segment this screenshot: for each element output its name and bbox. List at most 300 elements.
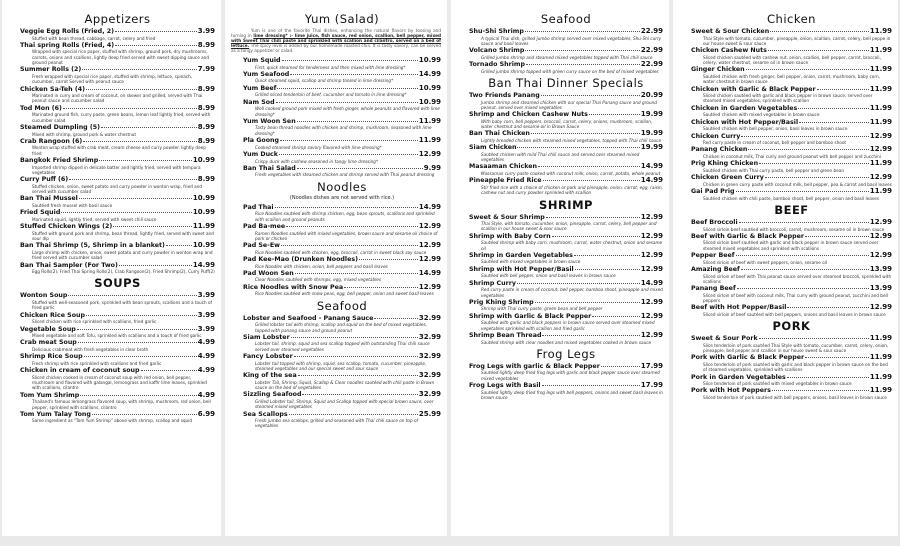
menu-item-row [20,392,215,400]
menu-item-name: Yum Woon Sen [243,117,296,125]
menu-item-price: 8.99 [197,122,215,131]
menu-item [20,339,215,352]
menu-item-row [243,391,441,399]
menu-item [469,299,663,312]
menu-item [469,28,663,46]
menu-item-name: Chicken Curry [691,132,741,140]
menu-item [469,177,663,195]
menu-item-description: Sliced tenderloin of pork sautéed with bell peppers, onions, basil leaves in brown sauce [703,395,887,401]
intro-text: Yum is one of the favorite Thai dishes, enhancing the natural flavors by tossing and turning in [231,28,441,38]
dot-leader [552,236,640,237]
menu-item-price: 10.99 [418,97,441,106]
menu-item-description: Large shrimp with chicken, onion, sweet potato and curry powder in wonton wrap and fried served with cucumber salad [32,249,213,261]
menu-item-row [691,105,892,113]
menu-item-row [691,174,892,182]
dot-leader [746,69,869,70]
menu-item-price: 12.99 [869,131,892,140]
menu-item [469,313,663,331]
dot-leader [69,179,197,180]
dot-leader [101,127,197,128]
dot-leader [291,337,418,338]
dot-leader [799,122,869,123]
menu-item [243,242,441,255]
menu-item-name: Steamed Dumpling (5) [20,123,101,131]
menu-panel-4 [673,0,898,536]
menu-column [231,10,441,430]
menu-item-description: Grilled jumbo shrimp and steamed mixed vegetables topped with Thai chili sauce [481,54,653,60]
dot-leader [289,414,418,415]
menu-item-description: Sautéed chicken with mixed vegetables in brown sauce [703,112,820,118]
menu-item-name: Yum Squid [243,57,281,64]
dot-leader [543,180,640,181]
dot-leader [748,149,868,150]
menu-item-name: Beef with Hot Pepper/Basil [691,304,787,312]
menu-item-name: Shrimp and Chicken Cashew Nuts [469,111,588,119]
menu-item-row [20,326,215,334]
menu-item-price: 32.99 [418,371,441,380]
menu-item-row [691,252,892,260]
menu-item-row [20,367,215,375]
menu-item-row [243,242,441,250]
menu-item-price: 7.99 [197,65,215,74]
menu-item-price: 12.99 [869,303,892,312]
menu-item-row [243,57,441,65]
menu-item-name: Wonton Soup [20,292,68,300]
menu-item-description: Mixed with shrimp, ground pork & water chestnut [32,131,137,137]
menu-item-name: Shrimp with Baby Corn [469,232,551,240]
menu-item-name: Chicken Cashew Nuts [691,47,767,55]
menu-item-price: 19.99 [640,129,663,138]
menu-item [20,138,215,156]
menu-item-description: Thailand's famous lemongrass flavored soup, with shrimp, mushroom, red onion, bell pepper, sprinkled with scallions, cilantro [32,399,211,410]
menu-item-price: 10.99 [192,241,215,250]
dot-leader [374,318,417,319]
menu-item [20,242,215,260]
dot-leader [68,295,196,296]
menu-item-price: 19.99 [640,110,663,119]
menu-item-name: Chicken in Garden Vegetables [691,104,798,112]
menu-item-price: 11.99 [869,334,892,343]
dot-leader [84,356,197,357]
menu-item-name: Siam Chicken [469,144,517,152]
menu-item-description: Red curry paste in cream of coconut, bell pepper, bamboo shoot, pineapple and mixed vegetables [481,287,663,298]
menu-panel-1 [2,0,221,536]
menu-item-description: Crispy duck with cashew seasoned in tangy lime dressing* [255,158,379,164]
menu-item-description: Marinated ground fish, curry paste, green beans, lemon leaf lightly fried, served with cucumber salad [32,112,211,123]
section-title: Chicken [767,12,816,26]
menu-item-name: Pad Kee-Mao (Drunken Noodles) [243,255,358,263]
menu-item-name: Shrimp with Garlic & Black Pepper [469,312,592,320]
menu-item-price: 8.99 [197,103,215,112]
dot-leader [359,259,418,260]
menu-item [243,204,441,222]
menu-item-row [243,71,441,79]
menu-item [20,86,215,104]
dot-leader [61,212,192,213]
menu-item-description: Ramen Noodles sautéed with mixed vegetables, brown sauce and sesame oil choice of pork or chicken [255,230,438,241]
menu-item-description: Sautéed with garlic and black peppers in brown sauce served over steamed mixed vegetables sprinkled with scallion and fried garlic [481,320,655,331]
dot-leader [739,222,869,223]
menu-item-price: 11.99 [869,27,892,35]
menu-item-name: Fancy Lobster [243,353,293,361]
dot-leader [759,338,869,339]
menu-item-price: 22.99 [640,46,663,55]
menu-item-description: Sliced sirloin of beef with sweet peppers, onion, sesame oil [703,259,828,265]
dot-leader [282,60,418,61]
section-title: Appetizers [84,12,151,26]
menu-item-price: 6.99 [197,409,215,418]
menu-item-row [691,133,892,141]
menu-item-name: Pad Thai [243,203,274,211]
menu-item-description: Lobster tail, shrimp, squid and sea scallop topped with outstanding Thai chili sauce served over steamed vegetables [255,341,430,352]
dot-leader [592,316,640,317]
dot-leader [787,377,869,378]
menu-item [20,157,215,175]
menu-item [243,256,441,269]
menu-item-row [469,313,663,321]
dot-leader [276,102,418,103]
dot-leader [79,198,192,199]
menu-item-price: 12.99 [869,231,892,240]
menu-item [691,47,892,65]
menu-item-price: 19.99 [640,143,663,152]
menu-item-description: Sautéed chicken with bell pepper, onion, basil leaves in brown sauce [703,126,848,132]
menu-item-price: 13.99 [869,264,892,273]
menu-item [20,262,215,275]
menu-item-name: Pepper Beef [691,252,735,260]
dot-leader [574,255,640,256]
menu-item-name: Ban Thai Chicken [469,130,530,138]
menu-item [20,42,215,65]
menu-item [469,130,663,143]
menu-item-name: Chicken with Garlic & Black Pepper [691,85,816,93]
menu-item-row [691,47,892,55]
menu-item-price: 3.99 [197,291,215,300]
menu-item [469,92,663,110]
menu-item [691,252,892,265]
section-title: SOUPS [94,276,141,291]
menu-item-price: 10.99 [192,194,215,203]
menu-item [20,195,215,208]
menu-item-name: Sweet & Sour Chicken [691,28,770,35]
menu-item-price: 9.99 [423,163,441,172]
menu-item-row [691,266,892,274]
menu-item-description: Cooked steamed shrimp savory flavored with lime dressing* [255,144,382,150]
menu-item-name: Tod Mon (6) [20,104,62,112]
menu-item [20,392,215,410]
menu-item-row [469,130,663,138]
menu-item-name: Frog Legs with Basil [469,382,541,389]
menu-item-price: 11.99 [869,353,892,362]
menu-item-price: 4.99 [197,366,215,375]
menu-item-price: 22.99 [640,27,663,35]
menu-item-name: Pla Goong [243,137,280,145]
menu-item-name: Tornado Shrimp [469,61,525,69]
menu-item-row [469,61,663,69]
section-title: Seafood [540,12,592,26]
menu-item-price: 12.99 [640,264,663,273]
menu-item-price: 11.99 [869,386,892,395]
menu-item-description: Sautéed chicken with mild Thai chili sauce and served over steamed mixed vegetables [481,151,640,163]
menu-item-price: 3.99 [197,324,215,333]
menu-item-row [691,233,892,241]
menu-item [691,160,892,173]
menu-item [469,61,663,74]
dot-leader [765,177,869,178]
menu-item-description: Stuffed chicken, onion, sweet potato and curry powder in wonton wrap, fried and served with cucumber salad [32,183,203,195]
intro-text: The spicy level is added by our homemade roasted chili. It is tasty savory, can be served as a tangy appetizer or salad. [231,43,441,53]
menu-item-row [20,223,215,231]
menu-item-name: Sweet & Sour Shrimp [469,213,545,221]
dot-leader [525,50,639,51]
menu-item-description: Sautéed chicken with chili paste, bamboo shoot, bell pepper, onion and basil leaves [703,195,880,201]
dot-leader [805,357,869,358]
menu-item-description: Grilled sliced tenderloin of beef, cucumber and tomato in lime dressing* [255,92,407,98]
menu-item-name: Ban Thai Sampler (For Two) [20,261,118,269]
menu-item [20,292,215,310]
menu-item-description: Same ingredient as "Tom Yum Shrimp" above with shrimp, scallop and squid [32,418,193,424]
menu-item-row [469,163,663,171]
menu-item [20,326,215,339]
menu-item-row [469,280,663,288]
menu-item [243,57,441,70]
dot-leader [538,166,640,167]
menu-item-price: 14.99 [418,69,441,78]
section-title: Ban Thai Dinner Specials [488,75,644,90]
dot-leader [526,64,640,65]
menu-item [469,280,663,298]
menu-item-name: Pork with Garlic & Black Pepper [691,354,805,362]
menu-item [243,223,441,241]
dot-leader [277,88,417,89]
menu-item-price: 11.99 [869,117,892,126]
menu-item [243,71,441,84]
dot-leader [298,375,418,376]
menu-column [20,10,215,425]
menu-item-price: 8.99 [197,175,215,184]
menu-item-description: Jumbo shrimp and steamed chicken with our special Thai Panang sauce and ground peanut, served over mixed vegetables [481,99,657,110]
menu-item-row [20,312,215,320]
menu-item-description: Quick steamed squid, scallop and shrimp tossed in lime dressing* [255,78,394,84]
menu-item-description: Tasty bean thread noodles with chicken and shrimp, mushroom, seasoned with lime dressing* [255,125,432,136]
menu-item-row [469,363,663,371]
menu-item-price: 32.99 [418,390,441,399]
menu-item-row [469,382,663,390]
menu-item [243,85,441,98]
menu-item-row [20,339,215,347]
menu-item-price: 12.99 [418,282,441,291]
menu-item-name: Fried Squid [20,209,61,217]
menu-item-row [691,188,892,196]
menu-item-description: Egg Rolls(2), Fried Thai Spring Rolls(2), Crab Rangoon(2), Fried Shrimp(2), Curry Puff(2) [32,269,215,275]
menu-item-price: 10.99 [418,56,441,64]
menu-item-name: Chicken Rice Soup [20,311,86,319]
dot-leader [83,141,196,142]
menu-item [20,223,215,241]
menu-item-price: 4.99 [197,352,215,361]
dot-leader [294,356,418,357]
menu-item-price: 11.99 [869,372,892,381]
menu-item-price: 11.99 [418,136,441,145]
menu-item-row [243,85,441,93]
dot-leader [517,147,639,148]
menu-item-name: Pineapple Fried Rice [469,177,542,185]
menu-item [691,335,892,353]
menu-item-description: Mixed vegetable and soft Tofu, sprinkled with scallions and a touch of fried garlic [32,333,202,339]
menu-item-name: Shrimp Bean Thread [469,331,542,339]
menu-item-row [243,315,441,323]
dot-leader [546,217,640,218]
dot-leader [770,31,869,32]
menu-item-row [20,353,215,361]
menu-item-price: 8.99 [197,84,215,93]
dot-leader [86,89,197,90]
menu-item-price: 12.99 [869,173,892,182]
menu-item-description: Sautéed shrimp with baby corn, mushroom, carrot, water chestnut, onion and sesame oil [481,240,663,251]
dot-leader [531,133,640,134]
menu-item-price: 14.99 [418,268,441,277]
menu-item [691,86,892,104]
menu-item-name: Pork in Garden Vegetables [691,373,786,381]
menu-item-price: 10.99 [418,83,441,92]
menu-item-description: Wrapped with special rice paper, stuffed with shrimp, ground pork, dry mushrooms, carrots, onions and scallions, lightly deep fried served with sweet dipping sauce and ground peanut [32,49,209,66]
menu-item-row [469,28,663,36]
menu-item [20,66,215,84]
menu-item [243,391,441,409]
menu-item [243,270,441,283]
menu-item [469,363,663,381]
dot-leader [535,302,640,303]
menu-item-row [469,111,663,119]
menu-item [20,411,215,424]
menu-item-name: Crab Rangoon (6) [20,137,83,145]
menu-item [20,353,215,366]
menu-item-row [243,334,441,342]
menu-item-row [20,262,215,270]
menu-item-price: 11.99 [869,159,892,168]
menu-item-name: Yum Duck [243,150,278,158]
dot-leader [787,307,868,308]
menu-item-row [691,354,892,362]
dot-leader [737,288,869,289]
intro-dressing-text: lime dressing* :- lime juice, fish sauce, red onion, scallion, bell pepper, mixed with Sweet Thai chili paste and sprinkled with scallion and cilantro, served on a bed of lettuce. [231,33,441,48]
menu-item-row [243,353,441,361]
menu-item-row [20,66,215,74]
menu-item-description: Massaman curry paste cooked with coconut milk, onion, carrot, potato, whole peanut [481,171,661,177]
menu-item [20,124,215,137]
menu-item-description: Rice Noodles with chicken, onion, bell peppers and basil leaves [255,263,388,269]
menu-item [20,105,215,123]
dot-leader [805,236,869,237]
menu-item-name: Beef Broccoli [691,218,738,226]
menu-item-description: Sliced chicken cooked in cream of coconut soup with red onion, bell pepper, mushroom and flavored with galangal, lemongrass and kaffir lime leaves, sprinkled with scallions, cilantro [32,374,207,391]
menu-item-name: Beef with Garlic & Black Pepper [691,232,804,240]
menu-item-description: Thai Style, with tomato, cucumber, onion, pineapple, carrot, celery, bell pepper and scallion in our house sweet & sour sauce [481,221,657,232]
menu-item-name: Pad Woon Sen [243,269,294,277]
menu-item-price: 8.99 [197,40,215,49]
menu-item-price: 12.99 [418,149,441,158]
menu-item-row [691,285,892,293]
menu-item-name: Chicken in cream of coconut soup [20,367,140,375]
menu-item [691,28,892,46]
dot-leader [601,366,640,367]
menu-item [243,165,441,178]
menu-item-row [469,266,663,274]
menu-item-name: Panang Beef [691,285,736,293]
menu-item-row [20,86,215,94]
menu-item-description: Chicken in coconut milk, Thai curry and ground peanut with bell pepper and zucchini [703,154,881,160]
menu-item-price: 12.99 [640,297,663,306]
menu-item-description: A typical Thai dish, grilled jumbo shrimp served over mixed vegetables, Shu-Shi curry sauce and basil leaves [481,35,662,46]
section-title: Yum (Salad) [304,12,380,26]
dot-leader [86,315,197,316]
menu-item-name: Summer Rolls (2) [20,66,82,74]
dot-leader [279,154,418,155]
menu-item-description: Sautéed chicken with fresh ginger, bell pepper, onion, carrot, mushroom, baby corn, water chestnut in brown sauce [703,73,881,85]
dot-leader [517,283,640,284]
menu-item-name: Crab meat Soup [20,339,77,347]
menu-item [20,312,215,325]
menu-item-row [691,335,892,343]
menu-item-price: 17.99 [640,361,663,370]
menu-item-name: Chicken Sa-Teh (4) [20,85,85,93]
menu-item-price: 12.99 [869,145,892,154]
menu-item [469,47,663,60]
menu-item [469,252,663,265]
menu-item-row [691,219,892,227]
dot-leader [115,31,197,32]
menu-item-row [691,374,892,382]
menu-item-price: 12.99 [869,251,892,260]
menu-item-price: 14.99 [640,278,663,287]
menu-item-description: Rice Noodles sautéed with chicken, egg, broccoli, carrot in sweet black soy sauce [255,249,427,255]
menu-item-name: Ban Thai Shrimp (5, Shrimp in a blanket) [20,242,165,250]
section-title: Noodles [317,179,367,194]
menu-item-description: Rice Noodles sautéed with shrimp chicken, egg, bean sprouts, scallions and sprinkled with scallion and ground peanuts [255,211,435,222]
section-title: PORK [772,319,811,334]
dot-leader [80,395,196,396]
menu-item-price: 12.99 [418,221,441,230]
menu-item-name: Chicken Green Curry [691,174,764,182]
section-intro [231,28,441,53]
menu-item-row [20,411,215,419]
menu-item-description: Sliced sirloin beef sautéed with garlic and black pepper in brown sauce served over steamed mixed vegetables and sprinkled with scallions [703,240,879,251]
menu-item-row [243,284,441,292]
menu-item-description: Sliced chicken sautéed with garlic and black pepper in brown sauce, served over steamed mixed vegetables, sprinkled with scallion [703,93,873,104]
menu-item-description: Sliced sirloin of beef sautéed with bell peppers, onions and basil leaves in brown sauce [703,311,886,317]
menu-item [243,118,441,136]
menu-item-price: 11.99 [869,103,892,112]
dot-leader [82,69,196,70]
menu-item-description: Sautéed fresh mussel with basil sauce [32,202,113,208]
menu-item-description: Sliced sirloin of beef with Thai peanut sauce served over steamed broccoli, sprinkled with scallions [703,273,892,284]
menu-item-price: 12.99 [640,330,663,339]
dot-leader [295,273,418,274]
menu-item-name: Vegetable Soup [20,325,76,333]
section-title: Seafood [316,298,368,313]
menu-item-description: Grilled Lobster tail, Shrimp, Squid and Scallop topped with special brown sauce, over steamed mixed vegetables [255,399,434,410]
menu-item-name: Panang Chicken [691,146,748,154]
menu-item-row [243,151,441,159]
menu-item-row [691,146,892,154]
menu-item [469,382,663,400]
dot-leader [736,191,869,192]
dot-leader [78,342,197,343]
section-subtitle: (Noodles dishes are not served with rice.) [289,194,395,201]
menu-item-row [243,165,441,173]
menu-item-price: 13.99 [869,284,892,293]
menu-item-row [469,214,663,222]
